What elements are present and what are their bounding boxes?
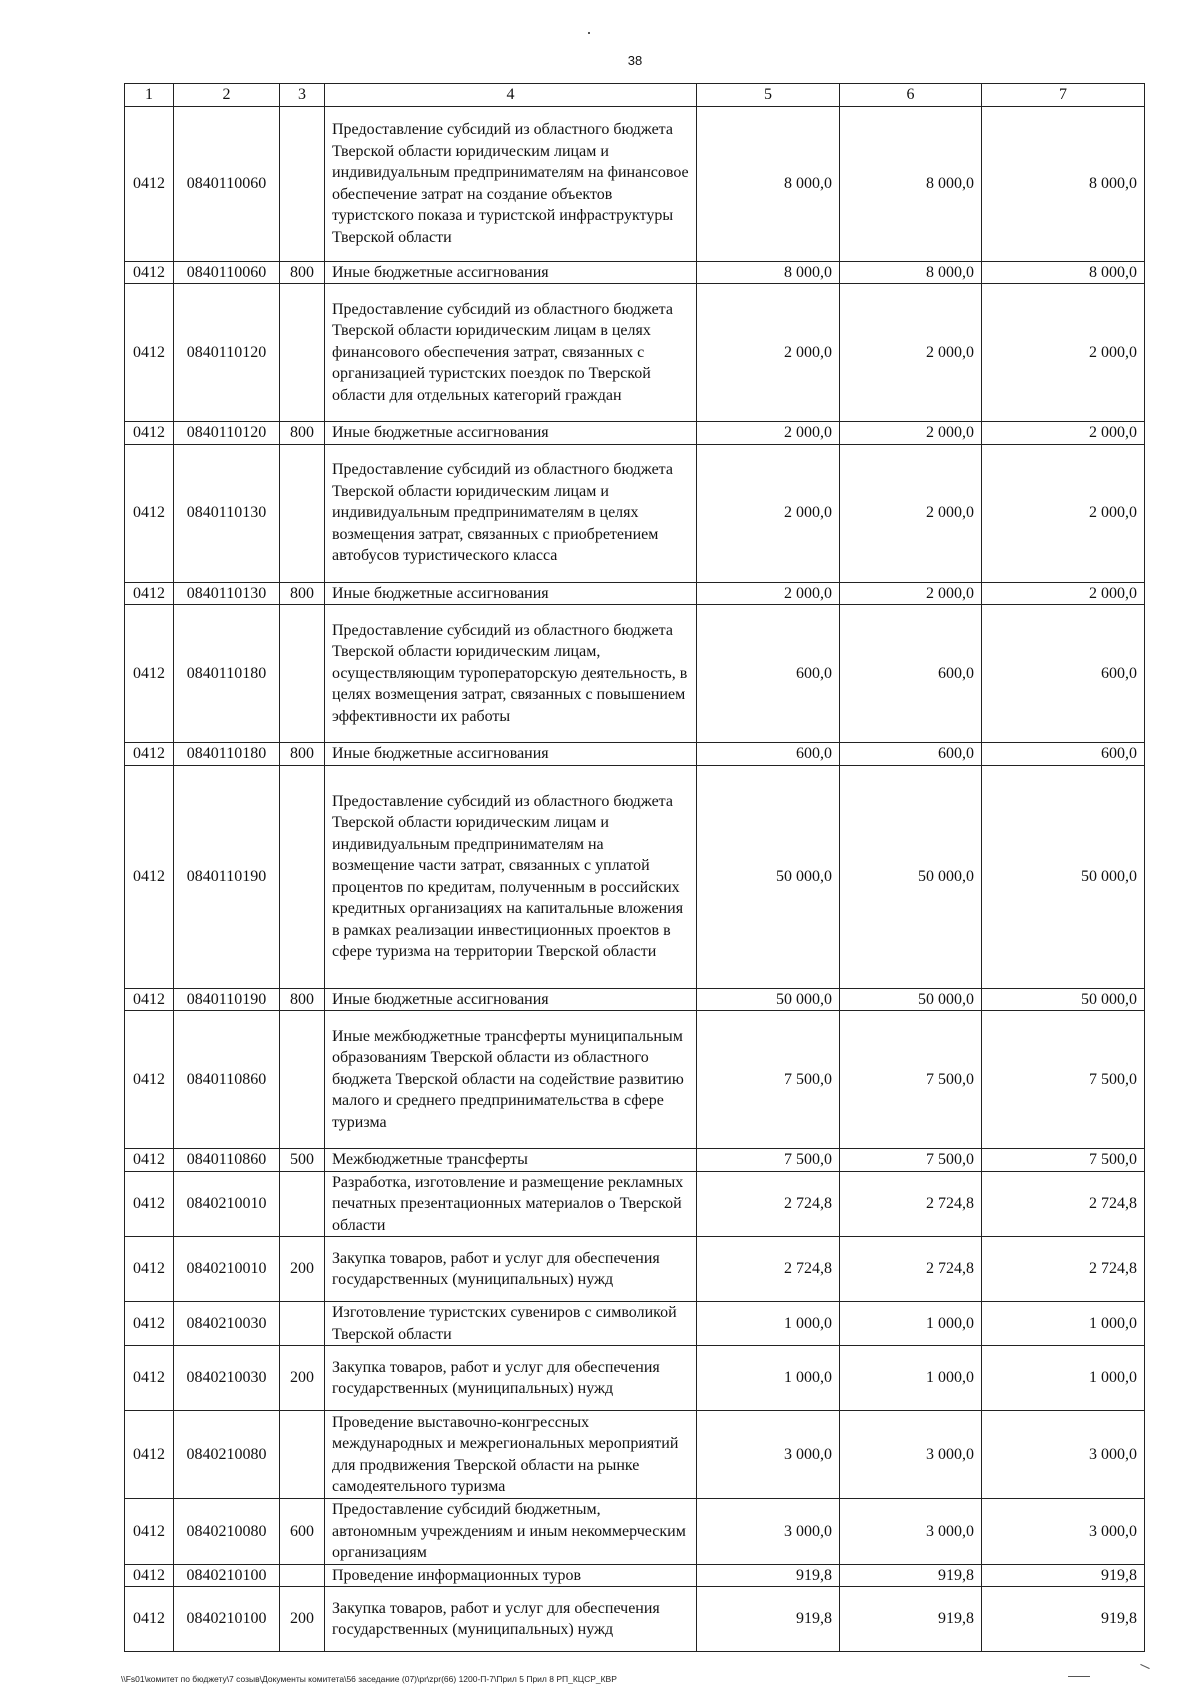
amount-year-3-cell: 2 724,8 (982, 1171, 1145, 1237)
section-code-cell: 0412 (125, 422, 174, 445)
section-code-cell: 0412 (125, 1302, 174, 1346)
column-header: 3 (280, 84, 325, 107)
target-article-code-cell: 0840210100 (174, 1587, 280, 1652)
amount-year-3-cell: 50 000,0 (982, 988, 1145, 1011)
amount-year-3-cell: 3 000,0 (982, 1411, 1145, 1499)
amount-year-3-cell: 2 000,0 (982, 582, 1145, 605)
target-article-code-cell: 0840110190 (174, 988, 280, 1011)
section-code-cell: 0412 (125, 605, 174, 743)
expense-type-code-cell (280, 284, 325, 422)
expense-type-code-cell: 200 (280, 1237, 325, 1302)
expense-type-code-cell: 600 (280, 1499, 325, 1565)
amount-year-1-cell: 3 000,0 (697, 1411, 840, 1499)
amount-year-2-cell: 50 000,0 (840, 765, 982, 988)
amount-year-1-cell: 50 000,0 (697, 765, 840, 988)
scan-mark (1140, 1664, 1149, 1669)
amount-year-2-cell: 919,8 (840, 1564, 982, 1587)
amount-year-3-cell: 8 000,0 (982, 261, 1145, 284)
amount-year-2-cell: 7 500,0 (840, 1011, 982, 1149)
amount-year-3-cell: 600,0 (982, 605, 1145, 743)
amount-year-3-cell: 7 500,0 (982, 1011, 1145, 1149)
table-row (125, 1011, 1145, 1149)
scan-mark (588, 32, 590, 34)
expense-type-code-cell: 800 (280, 743, 325, 766)
amount-year-2-cell: 2 000,0 (840, 284, 982, 422)
amount-year-3-cell: 50 000,0 (982, 765, 1145, 988)
column-header: 4 (325, 84, 697, 107)
amount-year-2-cell: 7 500,0 (840, 1149, 982, 1172)
amount-year-3-cell: 1 000,0 (982, 1302, 1145, 1346)
expense-type-code-cell (280, 1171, 325, 1237)
expense-type-code-cell (280, 1564, 325, 1587)
table-row (125, 1346, 1145, 1411)
amount-year-2-cell: 50 000,0 (840, 988, 982, 1011)
target-article-code-cell: 0840110860 (174, 1149, 280, 1172)
amount-year-1-cell: 2 724,8 (697, 1237, 840, 1302)
section-code-cell: 0412 (125, 743, 174, 766)
column-header: 2 (174, 84, 280, 107)
expense-type-code-cell: 800 (280, 261, 325, 284)
section-code-cell: 0412 (125, 284, 174, 422)
expense-type-code-cell: 800 (280, 582, 325, 605)
target-article-code-cell: 0840110190 (174, 765, 280, 988)
column-header: 7 (982, 84, 1145, 107)
item-name-cell: Разработка, изготовление и размещение рекламных печатных презентационных материалов о Тверской области (325, 1171, 697, 1237)
item-name-cell: Иные бюджетные ассигнования (325, 261, 697, 284)
item-name-cell: Проведение информационных туров (325, 1564, 697, 1587)
item-name-cell: Иные межбюджетные трансферты муниципальным образованиям Тверской области из областного бюджета Тверской области на содействие развитию малого и среднего предпринимательства в сфере туризма (325, 1011, 697, 1149)
table-row (125, 284, 1145, 422)
amount-year-2-cell: 600,0 (840, 605, 982, 743)
item-name-cell: Предоставление субсидий из областного бюджета Тверской области юридическим лицам и индивидуальным предпринимателям на возмещение части затрат, связанных с уплатой процентов по кредитам, полученным в российских кредитных организациях на капитальные вложения в рамках реализации инвестиционных проектов в сфере туризма на территории Тверской области (325, 765, 697, 988)
table-row (125, 1149, 1145, 1172)
amount-year-3-cell: 3 000,0 (982, 1499, 1145, 1565)
amount-year-2-cell: 3 000,0 (840, 1411, 982, 1499)
amount-year-1-cell: 919,8 (697, 1587, 840, 1652)
section-code-cell: 0412 (125, 988, 174, 1011)
amount-year-1-cell: 2 724,8 (697, 1171, 840, 1237)
expense-type-code-cell (280, 444, 325, 582)
item-name-cell: Предоставление субсидий из областного бюджета Тверской области юридическим лицам в целях финансового обеспечения затрат, связанных с организацией туристских поездок по Тверской области для отдельных категорий граждан (325, 284, 697, 422)
target-article-code-cell: 0840110060 (174, 261, 280, 284)
amount-year-2-cell: 919,8 (840, 1587, 982, 1652)
section-code-cell: 0412 (125, 1346, 174, 1411)
amount-year-1-cell: 919,8 (697, 1564, 840, 1587)
section-code-cell: 0412 (125, 1499, 174, 1565)
table-row (125, 1302, 1145, 1346)
target-article-code-cell: 0840110180 (174, 743, 280, 766)
table-row (125, 1237, 1145, 1302)
page-number: 38 (627, 53, 643, 68)
item-name-cell: Иные бюджетные ассигнования (325, 582, 697, 605)
expense-type-code-cell (280, 605, 325, 743)
expense-type-code-cell (280, 106, 325, 261)
column-header: 5 (697, 84, 840, 107)
table-row (125, 605, 1145, 743)
file-path-footer: \\Fs01\комитет по бюджету\7 созыв\Документы комитета\56 заседание (07)\pr\zpr(66) 1200-П-7\Прил 5 Прил 8 РП_КЦСР_КВР (121, 1674, 617, 1684)
amount-year-3-cell: 2 000,0 (982, 422, 1145, 445)
section-code-cell: 0412 (125, 1411, 174, 1499)
section-code-cell: 0412 (125, 1564, 174, 1587)
amount-year-2-cell: 2 000,0 (840, 582, 982, 605)
expense-type-code-cell: 200 (280, 1346, 325, 1411)
section-code-cell: 0412 (125, 1587, 174, 1652)
amount-year-3-cell: 2 724,8 (982, 1237, 1145, 1302)
scan-mark (1068, 1676, 1090, 1677)
table-row (125, 743, 1145, 766)
amount-year-1-cell: 600,0 (697, 605, 840, 743)
amount-year-2-cell: 600,0 (840, 743, 982, 766)
item-name-cell: Проведение выставочно-конгрессных международных и межрегиональных мероприятий для продвижения Тверской области на рынке самодеятельного туризма (325, 1411, 697, 1499)
budget-table (124, 83, 1145, 1652)
item-name-cell: Изготовление туристских сувениров с символикой Тверской области (325, 1302, 697, 1346)
target-article-code-cell: 0840110130 (174, 444, 280, 582)
amount-year-1-cell: 8 000,0 (697, 106, 840, 261)
amount-year-1-cell: 1 000,0 (697, 1346, 840, 1411)
amount-year-3-cell: 2 000,0 (982, 444, 1145, 582)
amount-year-3-cell: 919,8 (982, 1564, 1145, 1587)
amount-year-1-cell: 2 000,0 (697, 444, 840, 582)
expense-type-code-cell (280, 1302, 325, 1346)
amount-year-3-cell: 7 500,0 (982, 1149, 1145, 1172)
item-name-cell: Предоставление субсидий бюджетным, автономным учреждениям и иным некоммерческим организациям (325, 1499, 697, 1565)
item-name-cell: Иные бюджетные ассигнования (325, 743, 697, 766)
table-row (125, 1171, 1145, 1237)
amount-year-3-cell: 2 000,0 (982, 284, 1145, 422)
section-code-cell: 0412 (125, 1237, 174, 1302)
target-article-code-cell: 0840110180 (174, 605, 280, 743)
target-article-code-cell: 0840110060 (174, 106, 280, 261)
table-row (125, 106, 1145, 261)
item-name-cell: Предоставление субсидий из областного бюджета Тверской области юридическим лицам и индивидуальным предпринимателям в целях возмещения затрат, связанных с приобретением автобусов туристического класса (325, 444, 697, 582)
amount-year-3-cell: 919,8 (982, 1587, 1145, 1652)
amount-year-2-cell: 1 000,0 (840, 1346, 982, 1411)
amount-year-1-cell: 8 000,0 (697, 261, 840, 284)
amount-year-3-cell: 1 000,0 (982, 1346, 1145, 1411)
target-article-code-cell: 0840210010 (174, 1171, 280, 1237)
table-row (125, 1587, 1145, 1652)
header-row (125, 84, 1145, 107)
section-code-cell: 0412 (125, 1011, 174, 1149)
item-name-cell: Иные бюджетные ассигнования (325, 988, 697, 1011)
item-name-cell: Закупка товаров, работ и услуг для обеспечения государственных (муниципальных) нужд (325, 1346, 697, 1411)
item-name-cell: Предоставление субсидий из областного бюджета Тверской области юридическим лицам, осуществляющим туроператорскую деятельность, в целях возмещения затрат, связанных с повышением эффективности их работы (325, 605, 697, 743)
table-row (125, 422, 1145, 445)
table-row (125, 1564, 1145, 1587)
section-code-cell: 0412 (125, 1171, 174, 1237)
table-row (125, 261, 1145, 284)
amount-year-1-cell: 7 500,0 (697, 1011, 840, 1149)
target-article-code-cell: 0840210080 (174, 1411, 280, 1499)
section-code-cell: 0412 (125, 261, 174, 284)
expense-type-code-cell (280, 1411, 325, 1499)
section-code-cell: 0412 (125, 444, 174, 582)
amount-year-1-cell: 3 000,0 (697, 1499, 840, 1565)
amount-year-1-cell: 2 000,0 (697, 582, 840, 605)
amount-year-1-cell: 2 000,0 (697, 284, 840, 422)
section-code-cell: 0412 (125, 765, 174, 988)
amount-year-2-cell: 2 724,8 (840, 1171, 982, 1237)
table-row (125, 988, 1145, 1011)
expense-type-code-cell (280, 1011, 325, 1149)
table-row (125, 1499, 1145, 1565)
amount-year-2-cell: 2 000,0 (840, 444, 982, 582)
section-code-cell: 0412 (125, 106, 174, 261)
amount-year-3-cell: 600,0 (982, 743, 1145, 766)
target-article-code-cell: 0840110130 (174, 582, 280, 605)
column-header: 1 (125, 84, 174, 107)
expense-type-code-cell (280, 765, 325, 988)
amount-year-2-cell: 8 000,0 (840, 261, 982, 284)
target-article-code-cell: 0840110120 (174, 422, 280, 445)
table-row (125, 1411, 1145, 1499)
amount-year-2-cell: 3 000,0 (840, 1499, 982, 1565)
amount-year-2-cell: 1 000,0 (840, 1302, 982, 1346)
item-name-cell: Межбюджетные трансферты (325, 1149, 697, 1172)
item-name-cell: Закупка товаров, работ и услуг для обеспечения государственных (муниципальных) нужд (325, 1587, 697, 1652)
target-article-code-cell: 0840210080 (174, 1499, 280, 1565)
amount-year-1-cell: 7 500,0 (697, 1149, 840, 1172)
amount-year-3-cell: 8 000,0 (982, 106, 1145, 261)
amount-year-1-cell: 50 000,0 (697, 988, 840, 1011)
target-article-code-cell: 0840210030 (174, 1346, 280, 1411)
expense-type-code-cell: 500 (280, 1149, 325, 1172)
expense-type-code-cell: 800 (280, 422, 325, 445)
expense-type-code-cell: 200 (280, 1587, 325, 1652)
amount-year-2-cell: 2 724,8 (840, 1237, 982, 1302)
amount-year-1-cell: 2 000,0 (697, 422, 840, 445)
item-name-cell: Иные бюджетные ассигнования (325, 422, 697, 445)
table-row (125, 582, 1145, 605)
amount-year-1-cell: 600,0 (697, 743, 840, 766)
target-article-code-cell: 0840110860 (174, 1011, 280, 1149)
target-article-code-cell: 0840210030 (174, 1302, 280, 1346)
section-code-cell: 0412 (125, 1149, 174, 1172)
table-row (125, 444, 1145, 582)
amount-year-1-cell: 1 000,0 (697, 1302, 840, 1346)
table-row (125, 765, 1145, 988)
column-header: 6 (840, 84, 982, 107)
expense-type-code-cell: 800 (280, 988, 325, 1011)
target-article-code-cell: 0840210100 (174, 1564, 280, 1587)
item-name-cell: Закупка товаров, работ и услуг для обеспечения государственных (муниципальных) нужд (325, 1237, 697, 1302)
section-code-cell: 0412 (125, 582, 174, 605)
target-article-code-cell: 0840110120 (174, 284, 280, 422)
target-article-code-cell: 0840210010 (174, 1237, 280, 1302)
amount-year-2-cell: 8 000,0 (840, 106, 982, 261)
item-name-cell: Предоставление субсидий из областного бюджета Тверской области юридическим лицам и индивидуальным предпринимателям на финансовое обеспечение затрат на создание объектов туристского показа и туристской инфраструктуры Тверской области (325, 106, 697, 261)
amount-year-2-cell: 2 000,0 (840, 422, 982, 445)
